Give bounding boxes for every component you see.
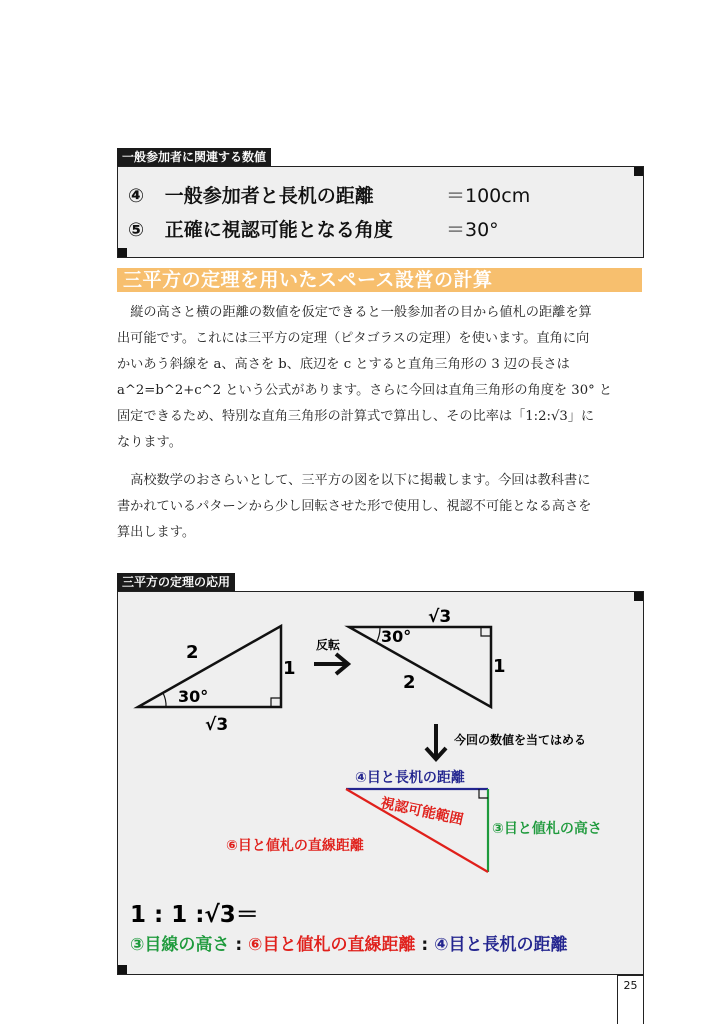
tri1-hyp-label: 2	[186, 642, 199, 663]
angle-arc	[163, 693, 166, 707]
right-angle-mark	[479, 789, 488, 798]
triangle-2	[349, 627, 491, 707]
text-line: 縦の高さと横の距離の数値を仮定できると一般参加者の目から値札の距離を算	[130, 305, 592, 320]
formula-part-eye-height: ③目線の高さ	[130, 935, 230, 955]
row-label: 正確に視認可能となる角度	[164, 219, 393, 241]
figure-section-tag: 三平方の定理の応用	[117, 573, 235, 591]
formula-separator: :	[421, 935, 435, 955]
ratio-text: 1 : 1 :√3＝	[130, 902, 259, 928]
right-arrow-icon	[314, 654, 348, 674]
figure-box	[117, 591, 644, 975]
tri1-base-label: √3	[205, 715, 229, 735]
formula-part-desk-distance: ④目と長机の距離	[434, 935, 568, 955]
formula-part-direct-distance: ⑥目と値札の直線距離	[248, 935, 416, 955]
text-line: 出可能です。これには三平方の定理（ピタゴラスの定理）を使います。直角に向	[117, 331, 590, 346]
text-line: a^2=b^2+c^2 という公式があります。さらに今回は直角三角形の角度を 30° と	[117, 383, 613, 398]
row-value: ＝100cm	[446, 185, 531, 207]
tri1-side-label: 1	[283, 658, 296, 679]
text-line: 高校数学のおさらいとして、三平方の図を以下に掲載します。今回は教科書に	[130, 473, 591, 488]
value-row-5	[128, 215, 628, 242]
tri3-inner-label: 視認可能範囲	[379, 795, 465, 829]
paragraph-2	[117, 468, 642, 546]
tri3-hyp-label: ⑥目と値札の直線距離	[226, 838, 364, 854]
corner-mark	[634, 167, 643, 176]
triangle-1	[138, 626, 281, 707]
row-value: ＝30°	[446, 219, 499, 241]
paragraph-1	[117, 300, 642, 456]
tri1-angle-label: 30°	[178, 687, 209, 706]
value-row-4	[128, 181, 628, 208]
tri2-top-label: √3	[428, 607, 452, 627]
text-line: なります。	[117, 435, 182, 450]
apply-label: 今回の数値を当てはめる	[454, 733, 587, 747]
tri3-hyp-edge	[346, 789, 488, 872]
numbers-section-tag: 一般参加者に関連する数値	[117, 148, 271, 166]
corner-mark	[118, 248, 127, 257]
tri3-top-label: ④目と長机の距離	[355, 770, 465, 786]
text-line: かいあう斜線を a、高さを b、底辺を c とすると直角三角形の 3 辺の長さは	[117, 357, 570, 372]
down-arrow-icon	[426, 724, 446, 759]
tri2-angle-label: 30°	[381, 627, 412, 646]
right-angle-mark	[481, 627, 491, 636]
flip-label: 反転	[316, 638, 341, 652]
page-number-box	[617, 975, 644, 1024]
angle-arc	[376, 627, 380, 643]
right-angle-mark	[271, 698, 281, 707]
section-heading: 三平方の定理を用いたスペース設営の計算	[117, 268, 642, 292]
tri2-hyp-label: 2	[403, 672, 416, 693]
text-line: 書かれているパターンから少し回転させた形で使用し、視認不可能となる高さを	[117, 499, 592, 514]
tri3-side-label: ③目と値札の高さ	[492, 821, 602, 837]
formula-text	[130, 934, 568, 955]
figure-diagram	[118, 592, 643, 974]
row-number: ④	[128, 185, 145, 207]
row-number: ⑤	[128, 219, 145, 241]
row-label: 一般参加者と長机の距離	[164, 185, 374, 207]
formula-separator: :	[235, 935, 249, 955]
tri2-side-label: 1	[493, 656, 506, 677]
page-number: 25	[623, 979, 638, 992]
text-line: 固定できるため、特別な直角三角形の計算式で算出し、その比率は「1:2:√3」に	[117, 409, 595, 424]
text-line: 算出します。	[117, 525, 196, 540]
numbers-box	[117, 166, 644, 258]
